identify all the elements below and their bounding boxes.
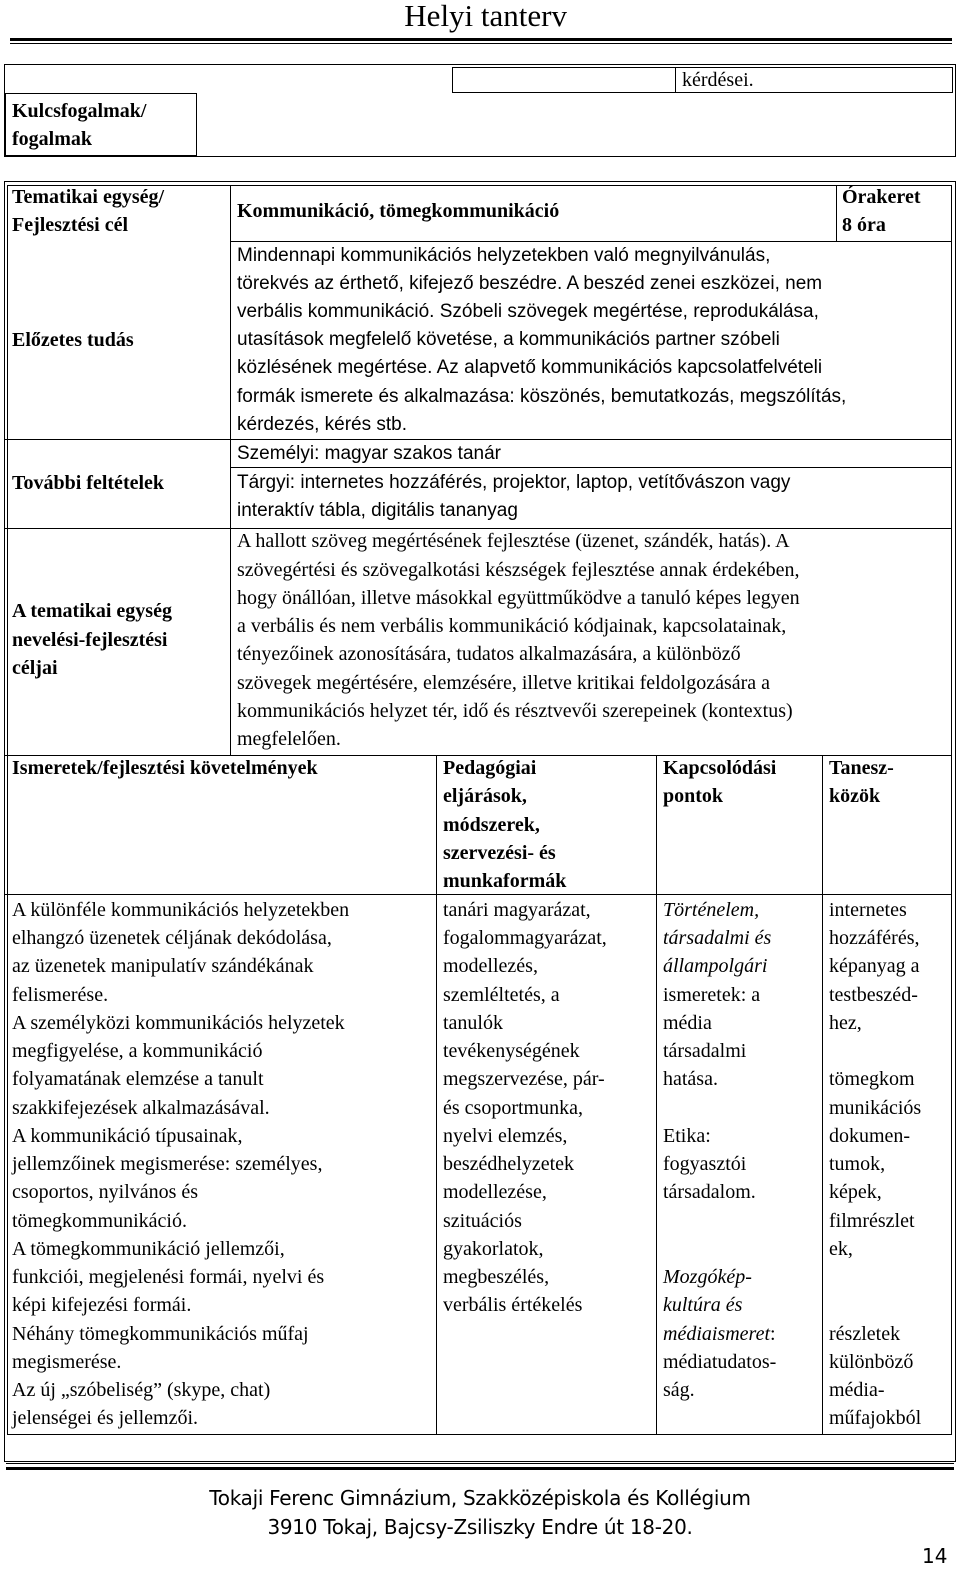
goals-label-1: A tematikai egység — [12, 600, 172, 622]
knowledge-line: szakkifejezések alkalmazásával. — [12, 1097, 270, 1119]
col-header-tools-1: Tanesz- — [829, 757, 894, 779]
methods-line: verbális értékelés — [443, 1294, 583, 1316]
links-history-line: média — [663, 1012, 712, 1034]
knowledge-line: A kommunikáció típusainak, — [12, 1125, 243, 1147]
knowledge-line: Az új „szóbeliség” (skype, chat) — [12, 1379, 271, 1401]
methods-line: megbeszélés, — [443, 1266, 550, 1288]
goals-label-3: céljai — [12, 657, 58, 679]
tools-line: testbeszéd- — [829, 984, 918, 1006]
methods-line: tanári magyarázat, — [443, 899, 591, 921]
methods-line: és csoportmunka, — [443, 1097, 583, 1119]
methods-line: beszédhelyzetek — [443, 1153, 575, 1175]
knowledge-line: tömegkommunikáció. — [12, 1210, 187, 1232]
methods-line: nyelvi elemzés, — [443, 1125, 568, 1147]
methods-line: szemléltetés, a — [443, 984, 560, 1006]
conditions-material-1: Tárgyi: internetes hozzáférés, projektor, laptop, vetítővászon vagy — [237, 472, 791, 493]
unit-title: Kommunikáció, tömegkommunikáció — [237, 200, 560, 222]
prior-knowledge-line-4: utasítások megfelelő követése, a kommunikációs partner szóbeli — [237, 329, 780, 350]
goals-line-8: megfelelően. — [237, 728, 341, 750]
key-concepts-trailing-text: kérdései. — [682, 69, 754, 91]
hours-label: Órakeret — [842, 186, 921, 208]
tools-line: munikációs — [829, 1097, 922, 1119]
knowledge-line: felismerése. — [12, 984, 109, 1006]
col-header-methods-2: eljárások, — [443, 785, 527, 807]
goals-line-1: A hallott szöveg megértésének fejlesztése (üzenet, szándék, hatás). A — [237, 530, 790, 552]
goals-line-2: szövegértési és szövegalkotási készségek fejlesztése annak érdekében, — [237, 559, 800, 581]
tools-line: részletek — [829, 1323, 901, 1345]
goals-label-2: nevelési-fejlesztési — [12, 629, 168, 651]
conditions-personal: Személyi: magyar szakos tanár — [237, 443, 501, 464]
tools-line: média- — [829, 1379, 885, 1401]
tools-line: internetes — [829, 899, 907, 921]
footer-rule-thick — [6, 1467, 954, 1470]
unit-label-2: Fejlesztési cél — [12, 214, 129, 236]
prior-knowledge-line-2: törekvés az érthető, kifejező beszédre. A beszéd zenei eszközei, nem — [237, 273, 823, 294]
conditions-label: További feltételek — [12, 472, 165, 494]
goals-line-5: tényezőinek azonosítására, tudatos alkalmazására, a különböző — [237, 643, 741, 665]
knowledge-line: folyamatának elemzése a tanult — [12, 1068, 264, 1090]
links-history-line: társadalmi — [663, 1040, 747, 1062]
tools-line: hozzáférés, — [829, 927, 920, 949]
key-concepts-label-2: fogalmak — [12, 128, 92, 150]
footer-address: 3910 Tokaj, Bajcsy-Zsiliszky Endre út 18-20. — [267, 1515, 693, 1539]
tools-line: különböző — [829, 1351, 914, 1373]
prior-knowledge-line-3: verbális kommunikáció. Szóbeli szövegek megértése, reprodukálása, — [237, 301, 819, 322]
footer-school-name: Tokaji Ferenc Gimnázium, Szakközépiskola és Kollégium — [209, 1486, 751, 1510]
goals-line-3: hogy önállóan, illetve másokkal együttműködve a tanuló képes legyen — [237, 587, 800, 609]
links-media-line: kultúra és — [663, 1294, 743, 1316]
tools-line: dokumen- — [829, 1125, 911, 1147]
col-header-methods-4: szervezési- és — [443, 842, 556, 864]
methods-line: modellezés, — [443, 955, 538, 977]
tools-line: tumok, — [829, 1153, 886, 1175]
unit-label-1: Tematikai egység/ — [12, 186, 165, 208]
links-history-line: társadalmi és — [663, 927, 772, 949]
page-number: 14 — [922, 1544, 948, 1568]
col-header-tools-2: közök — [829, 785, 881, 807]
prior-knowledge-label: Előzetes tudás — [12, 329, 134, 351]
key-concepts-label-1: Kulcsfogalmak/ — [12, 100, 147, 122]
knowledge-line: megfigyelése, a kommunikáció — [12, 1040, 263, 1062]
goals-line-6: szövegek megértésére, elemzésére, illetve kritikai feldolgozására a — [237, 672, 771, 694]
page-header — [0, 0, 960, 44]
header-rule-thick — [10, 38, 952, 41]
methods-line: fogalommagyarázat, — [443, 927, 607, 949]
links-media-colon: : — [770, 1323, 776, 1345]
links-media-italic-word: médiaismeret — [663, 1323, 771, 1345]
key-concepts-divider — [675, 67, 676, 93]
tools-line: műfajokból — [829, 1407, 922, 1429]
col-header-knowledge: Ismeretek/fejlesztési követelmények — [12, 757, 318, 779]
hours-value: 8 óra — [842, 214, 886, 236]
links-history-line: Történelem, — [663, 899, 760, 921]
header-title: Helyi tanterv — [404, 0, 567, 33]
goals-line-4: a verbális és nem verbális kommunikáció kódjainak, kapcsolatainak, — [237, 615, 787, 637]
col-header-methods-5: munkaformák — [443, 870, 567, 892]
prior-knowledge-line-5: közlésének megértése. Az alapvető kommunikációs kapcsolatfelvételi — [237, 357, 823, 378]
links-ethics-line: fogyasztói — [663, 1153, 747, 1175]
knowledge-line: csoportos, nyilvános és — [12, 1181, 199, 1203]
methods-line: szituációs — [443, 1210, 522, 1232]
knowledge-line: elhangzó üzenetek céljának dekódolása, — [12, 927, 332, 949]
knowledge-line: A különféle kommunikációs helyzetekben — [12, 899, 350, 921]
methods-line: megszervezése, pár- — [443, 1068, 605, 1090]
goals-line-7: kommunikációs helyzet tér, idő és résztvevői szerepeinek (kontextus) — [237, 700, 793, 722]
links-history-line: ismeretek: a — [663, 984, 761, 1006]
knowledge-line: képi kifejezési formái. — [12, 1294, 192, 1316]
methods-line: tevékenységének — [443, 1040, 580, 1062]
links-ethics-line: társadalom. — [663, 1181, 756, 1203]
footer-rule-thin — [6, 1463, 954, 1464]
col-header-links-2: pontok — [663, 785, 724, 807]
knowledge-line: funkciói, megjelenési formái, nyelvi és — [12, 1266, 325, 1288]
prior-knowledge-line-7: kérdezés, kérés stb. — [237, 414, 408, 435]
links-ethics-line: Etika: — [663, 1125, 711, 1147]
knowledge-line: jelenségei és jellemzői. — [12, 1407, 199, 1429]
links-media-line: Mozgókép- — [663, 1266, 752, 1288]
knowledge-line: jellemzőinek megismerése: személyes, — [12, 1153, 323, 1175]
col-header-methods-1: Pedagógiai — [443, 757, 537, 779]
links-media-line: médiatudatos- — [663, 1351, 777, 1373]
conditions-material-2: interaktív tábla, digitális tananyag — [237, 500, 518, 521]
tools-line: tömegkom — [829, 1068, 915, 1090]
knowledge-line: megismerése. — [12, 1351, 122, 1373]
knowledge-line: A tömegkommunikáció jellemzői, — [12, 1238, 285, 1260]
tools-line: filmrészlet — [829, 1210, 915, 1232]
methods-line: tanulók — [443, 1012, 503, 1034]
knowledge-line: A személyközi kommunikációs helyzetek — [12, 1012, 345, 1034]
knowledge-line: Néhány tömegkommunikációs műfaj — [12, 1323, 309, 1345]
methods-line: modellezése, — [443, 1181, 547, 1203]
links-history-line: állampolgári — [663, 955, 768, 977]
tools-line: ek, — [829, 1238, 853, 1260]
prior-knowledge-line-6: formák ismerete és alkalmazása: köszönés, bemutatkozás, megszólítás, — [237, 386, 847, 407]
tools-line: képanyag a — [829, 955, 920, 977]
tools-line: hez, — [829, 1012, 862, 1034]
knowledge-line: az üzenetek manipulatív szándékának — [12, 955, 314, 977]
header-rule-thin — [10, 43, 952, 44]
links-history-line: hatása. — [663, 1068, 718, 1090]
tools-line: képek, — [829, 1181, 882, 1203]
links-media-line: ság. — [663, 1379, 695, 1401]
prior-knowledge-line-1: Mindennapi kommunikációs helyzetekben való megnyilvánulás, — [237, 245, 771, 266]
col-header-links-1: Kapcsolódási — [663, 757, 777, 779]
links-media-line — [663, 1320, 776, 1348]
col-header-methods-3: módszerek, — [443, 814, 540, 836]
methods-line: gyakorlatok, — [443, 1238, 544, 1260]
